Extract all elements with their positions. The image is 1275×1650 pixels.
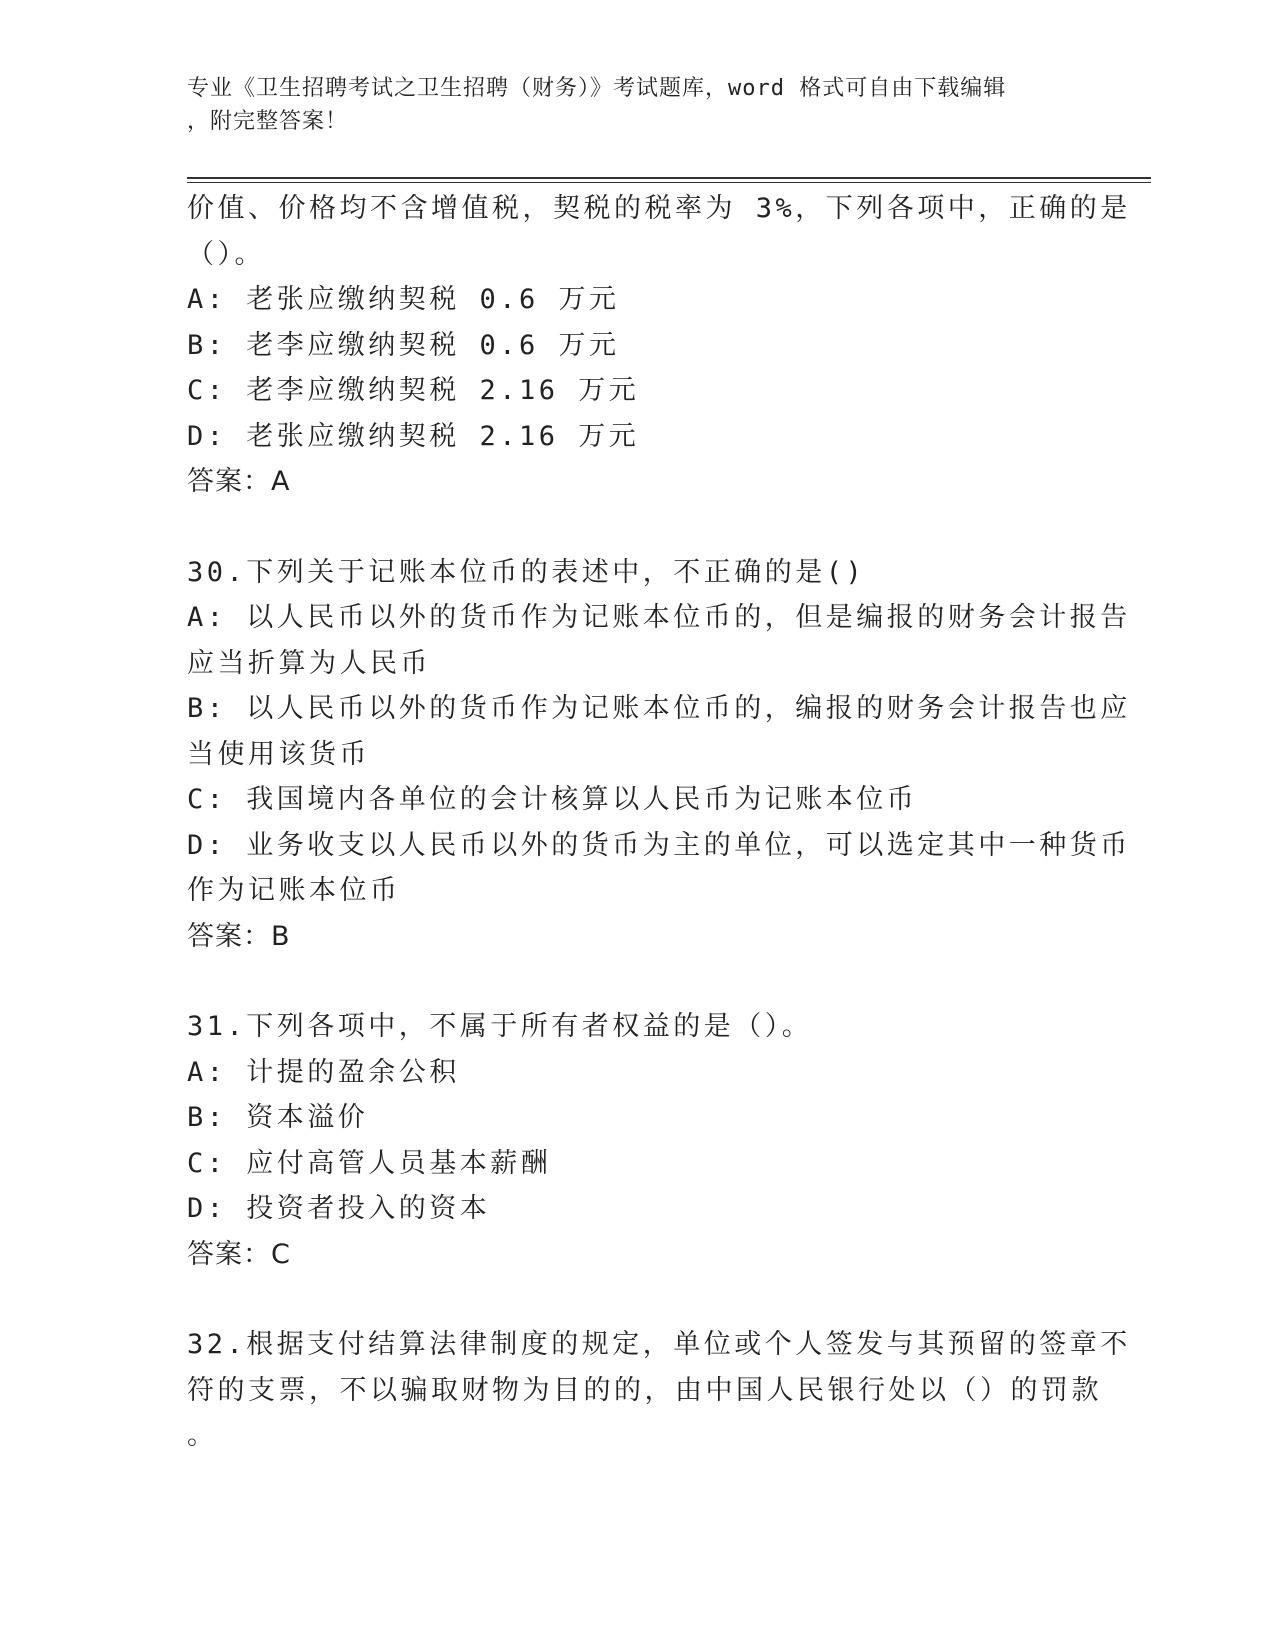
question-31 (187, 1004, 1087, 1277)
option-a: A: 计提的盈余公积 (187, 1056, 460, 1088)
option-a-continued: 应当折算为人民币 (187, 647, 431, 679)
header-line-2: ，附完整答案！ (187, 109, 349, 134)
question-content (187, 186, 1131, 1459)
question-32 (187, 1322, 1131, 1459)
option-d-continued: 作为记账本位币 (187, 875, 401, 906)
question-stem-line: （）。 (187, 238, 265, 270)
question-stem-line: 32.根据支付结算法律制度的规定，单位或个人签发与其预留的签章不 (187, 1329, 1131, 1360)
option-d: D: 业务收支以人民币以外的货币为主的单位，可以选定其中一种货币 (187, 829, 1131, 861)
option-b: B: 资本溢价 (187, 1102, 369, 1133)
option-b: B: 老李应缴纳契税 0.6 万元 (187, 329, 620, 361)
option-c: C: 我国境内各单位的会计核算以人民币为记账本位币 (187, 784, 918, 815)
option-a: A: 老张应缴纳契税 0.6 万元 (187, 284, 620, 315)
question-30 (187, 550, 1131, 960)
option-b-continued: 当使用该货币 (187, 738, 370, 770)
question-stem-line: 价值、价格均不含增值税，契税的税率为 3%，下列各项中，正确的是 (187, 193, 1131, 224)
document-header (187, 72, 1087, 138)
option-d: D: 投资者投入的资本 (187, 1193, 491, 1224)
option-a: A: 以人民币以外的货币作为记账本位币的，但是编报的财务会计报告 (187, 602, 1131, 633)
header-line-1: 专业《卫生招聘考试之卫生招聘（财务）》考试题库，word 格式可自由下载编辑 (187, 76, 1007, 101)
question-29 (187, 186, 1131, 505)
question-stem: 30.下列关于记账本位币的表述中，不正确的是() (187, 556, 866, 588)
question-stem: 31.下列各项中，不属于所有者权益的是（）。 (187, 1011, 813, 1042)
option-c: C: 应付高管人员基本薪酬 (187, 1147, 552, 1179)
question-stem-line: 。 (187, 1420, 218, 1451)
option-c: C: 老李应缴纳契税 2.16 万元 (187, 375, 640, 406)
answer-text: 答案：B (187, 920, 291, 952)
header-divider-thin (187, 182, 1151, 183)
spacer (187, 1277, 1087, 1322)
answer-text: 答案：A (187, 466, 291, 497)
option-d: D: 老张应缴纳契税 2.16 万元 (187, 420, 640, 452)
question-stem-line: 符的支票，不以骗取财物为目的的，由中国人民银行处以（）的罚款 (187, 1374, 1102, 1406)
spacer (187, 959, 1087, 1004)
spacer (187, 505, 1087, 550)
answer-text: 答案：C (187, 1238, 291, 1270)
option-b: B: 以人民币以外的货币作为记账本位币的，编报的财务会计报告也应 (187, 693, 1131, 724)
header-divider-thick (187, 177, 1151, 179)
